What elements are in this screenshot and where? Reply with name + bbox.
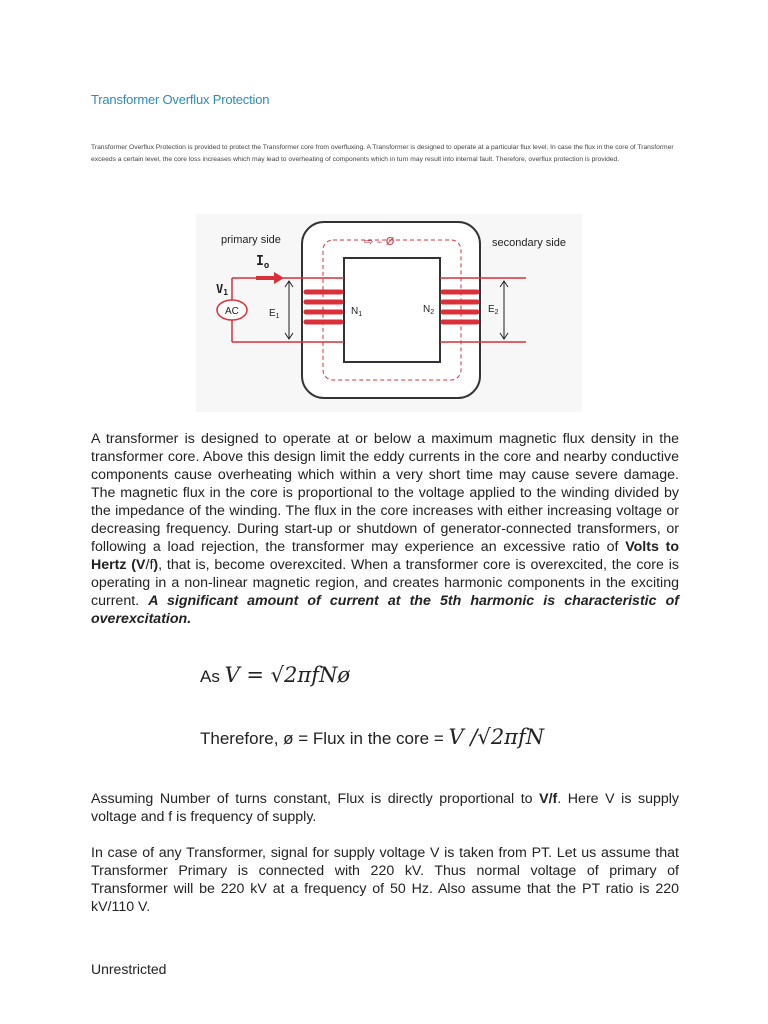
formula-flux xyxy=(200,725,544,749)
classification-footer: Unrestricted xyxy=(91,961,167,977)
body-ratio: /f xyxy=(145,557,154,573)
paragraph-pt-example: In case of any Transformer, signal for supply voltage V is taken from PT. Let us assume that Transformer Primary is connected with 220 kV. Thus normal voltage of primary of Transformer will be 220 kV at a frequency of 50 Hz. Also assume that the PT ratio is 220 kV/110 V. xyxy=(91,845,679,915)
body-bold-close: ) xyxy=(153,557,159,573)
formula-prefix: As xyxy=(200,667,225,686)
body-emphasis: A significant amount of current at the 5th harmonic is characteristic of overexcitation. xyxy=(91,593,679,627)
secondary-side-label: secondary side xyxy=(492,237,566,249)
primary-side-label: primary side xyxy=(221,234,281,246)
body-text-2: , that is, become overexcited. When a transformer core is overexcited, the core is operating in a non-linear magnetic region, and creates harmonic components in the exciting current. xyxy=(91,557,679,609)
paragraph-flux-proportional xyxy=(91,790,679,826)
n1-label: $N_1$ xyxy=(351,306,363,318)
main-paragraph xyxy=(91,430,679,628)
formula-prefix: Therefore, ø = Flux in the core = xyxy=(200,729,449,748)
formula-math: V = √2πfNø xyxy=(224,663,351,687)
e1-label: $E_1$ xyxy=(269,308,280,320)
v1-label: V1 xyxy=(216,282,229,297)
formula-voltage xyxy=(200,663,350,687)
para-text: Assuming Number of turns constant, Flux is directly proportional to xyxy=(91,791,540,807)
n2-label: $N_2$ xyxy=(423,304,435,316)
formula-math: V /√2πfN xyxy=(448,725,545,749)
para-bold: V/f xyxy=(539,791,558,807)
intro-paragraph: Transformer Overflux Protection is provided to protect the Transformer core from overfluxing. A Transformer is designed to operate at a particular flux level. In case the flux in the core of Transformer exceeds a certain level, the core loss increases which may lead to overheating of components which in turn may result into internal fault. Therefore, overflux protection is provided. xyxy=(91,144,674,163)
transformer-diagram xyxy=(196,214,582,412)
page-title: Transformer Overflux Protection xyxy=(91,92,270,107)
io-label: $I_o$ xyxy=(256,254,270,271)
para-text-2: . Here V is supply voltage and f is frequency of supply. xyxy=(91,791,679,825)
body-bold: Volts to Hertz (V xyxy=(91,539,679,573)
e2-label: $E_2$ xyxy=(488,304,499,316)
ac-label: AC xyxy=(225,306,239,317)
body-text: A transformer is designed to operate at or below a maximum magnetic flux density in the transformer core. Above this design limit the eddy currents in the core and nearby conductive components cause overheating which within a very short time may cause severe damage. The magnetic flux in the core is proportional to the voltage applied to the winding divided by the impedance of the winding. The flux in the core increases with either increasing voltage or decreasing frequency. During start-up or shutdown of generator-connected transformers, or following a load rejection, the transformer may experience an excessive ratio of xyxy=(91,431,679,555)
flux-label: ⇨ – Ø xyxy=(364,235,395,248)
